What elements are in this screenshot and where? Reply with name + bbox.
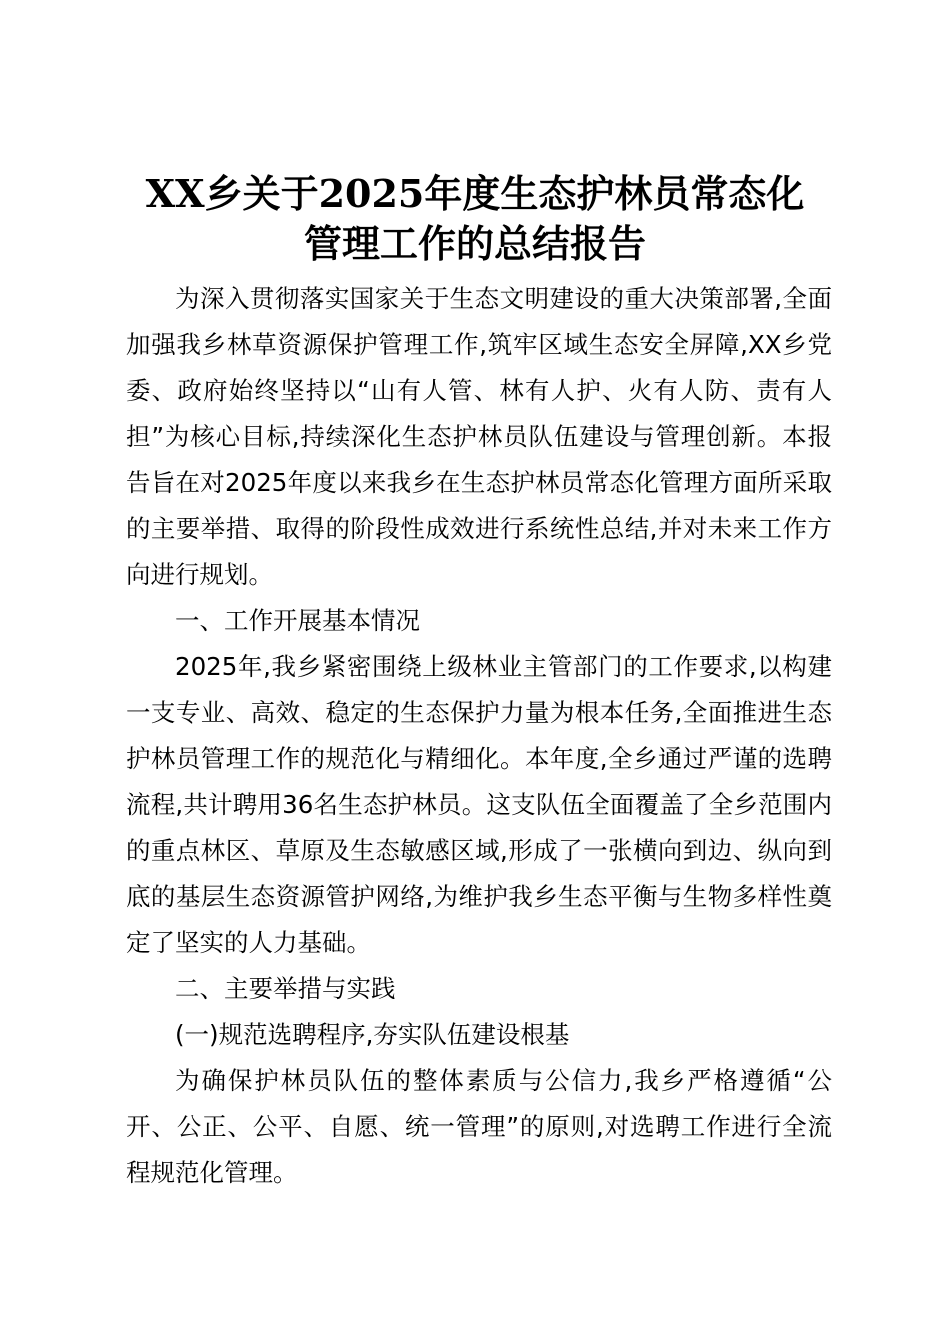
intro-paragraph: 为深入贯彻落实国家关于生态文明建设的重大决策部署,全面加强我乡林草资源保护管理工作,筑牢区域生态安全屏障,XX乡党委、政府始终坚持以“山有人管、林有人护、火有人防、责有人担”为核心目标,持续深化生态护林员队伍建设与管理创新。本报告旨在对2025年度以来我乡在生态护林员常态化管理方面所采取的主要举措、取得的阶段性成效进行系统性总结,并对未来工作方向进行规划。 — [126, 284, 832, 589]
subsection-1-paragraph: 为确保护林员队伍的整体素质与公信力,我乡严格遵循“公开、公正、公平、自愿、统一管理”的原则,对选聘工作进行全流程规范化管理。 — [126, 1066, 832, 1187]
section-heading-1: 一、工作开展基本情况 — [175, 606, 420, 635]
document-body — [126, 276, 832, 1196]
document-title-line-1: XX乡关于2025年度生态护林员常态化 — [145, 171, 805, 216]
document-title-line-2: 管理工作的总结报告 — [303, 221, 646, 266]
section-1-paragraph: 2025年,我乡紧密围绕上级林业主管部门的工作要求,以构建一支专业、高效、稳定的生态保护力量为根本任务,全面推进生态护林员管理工作的规范化与精细化。本年度,全乡通过严谨的选聘流程,共计聘用36名生态护林员。这支队伍全面覆盖了全乡范围内的重点林区、草原及生态敏感区域,形成了一张横向到边、纵向到底的基层生态资源管护网络,为维护我乡生态平衡与生物多样性奠定了坚实的人力基础。 — [126, 652, 832, 957]
section-heading-2: 二、主要举措与实践 — [175, 974, 396, 1003]
subsection-heading-1: (一)规范选聘程序,夯实队伍建设根基 — [175, 1020, 570, 1049]
